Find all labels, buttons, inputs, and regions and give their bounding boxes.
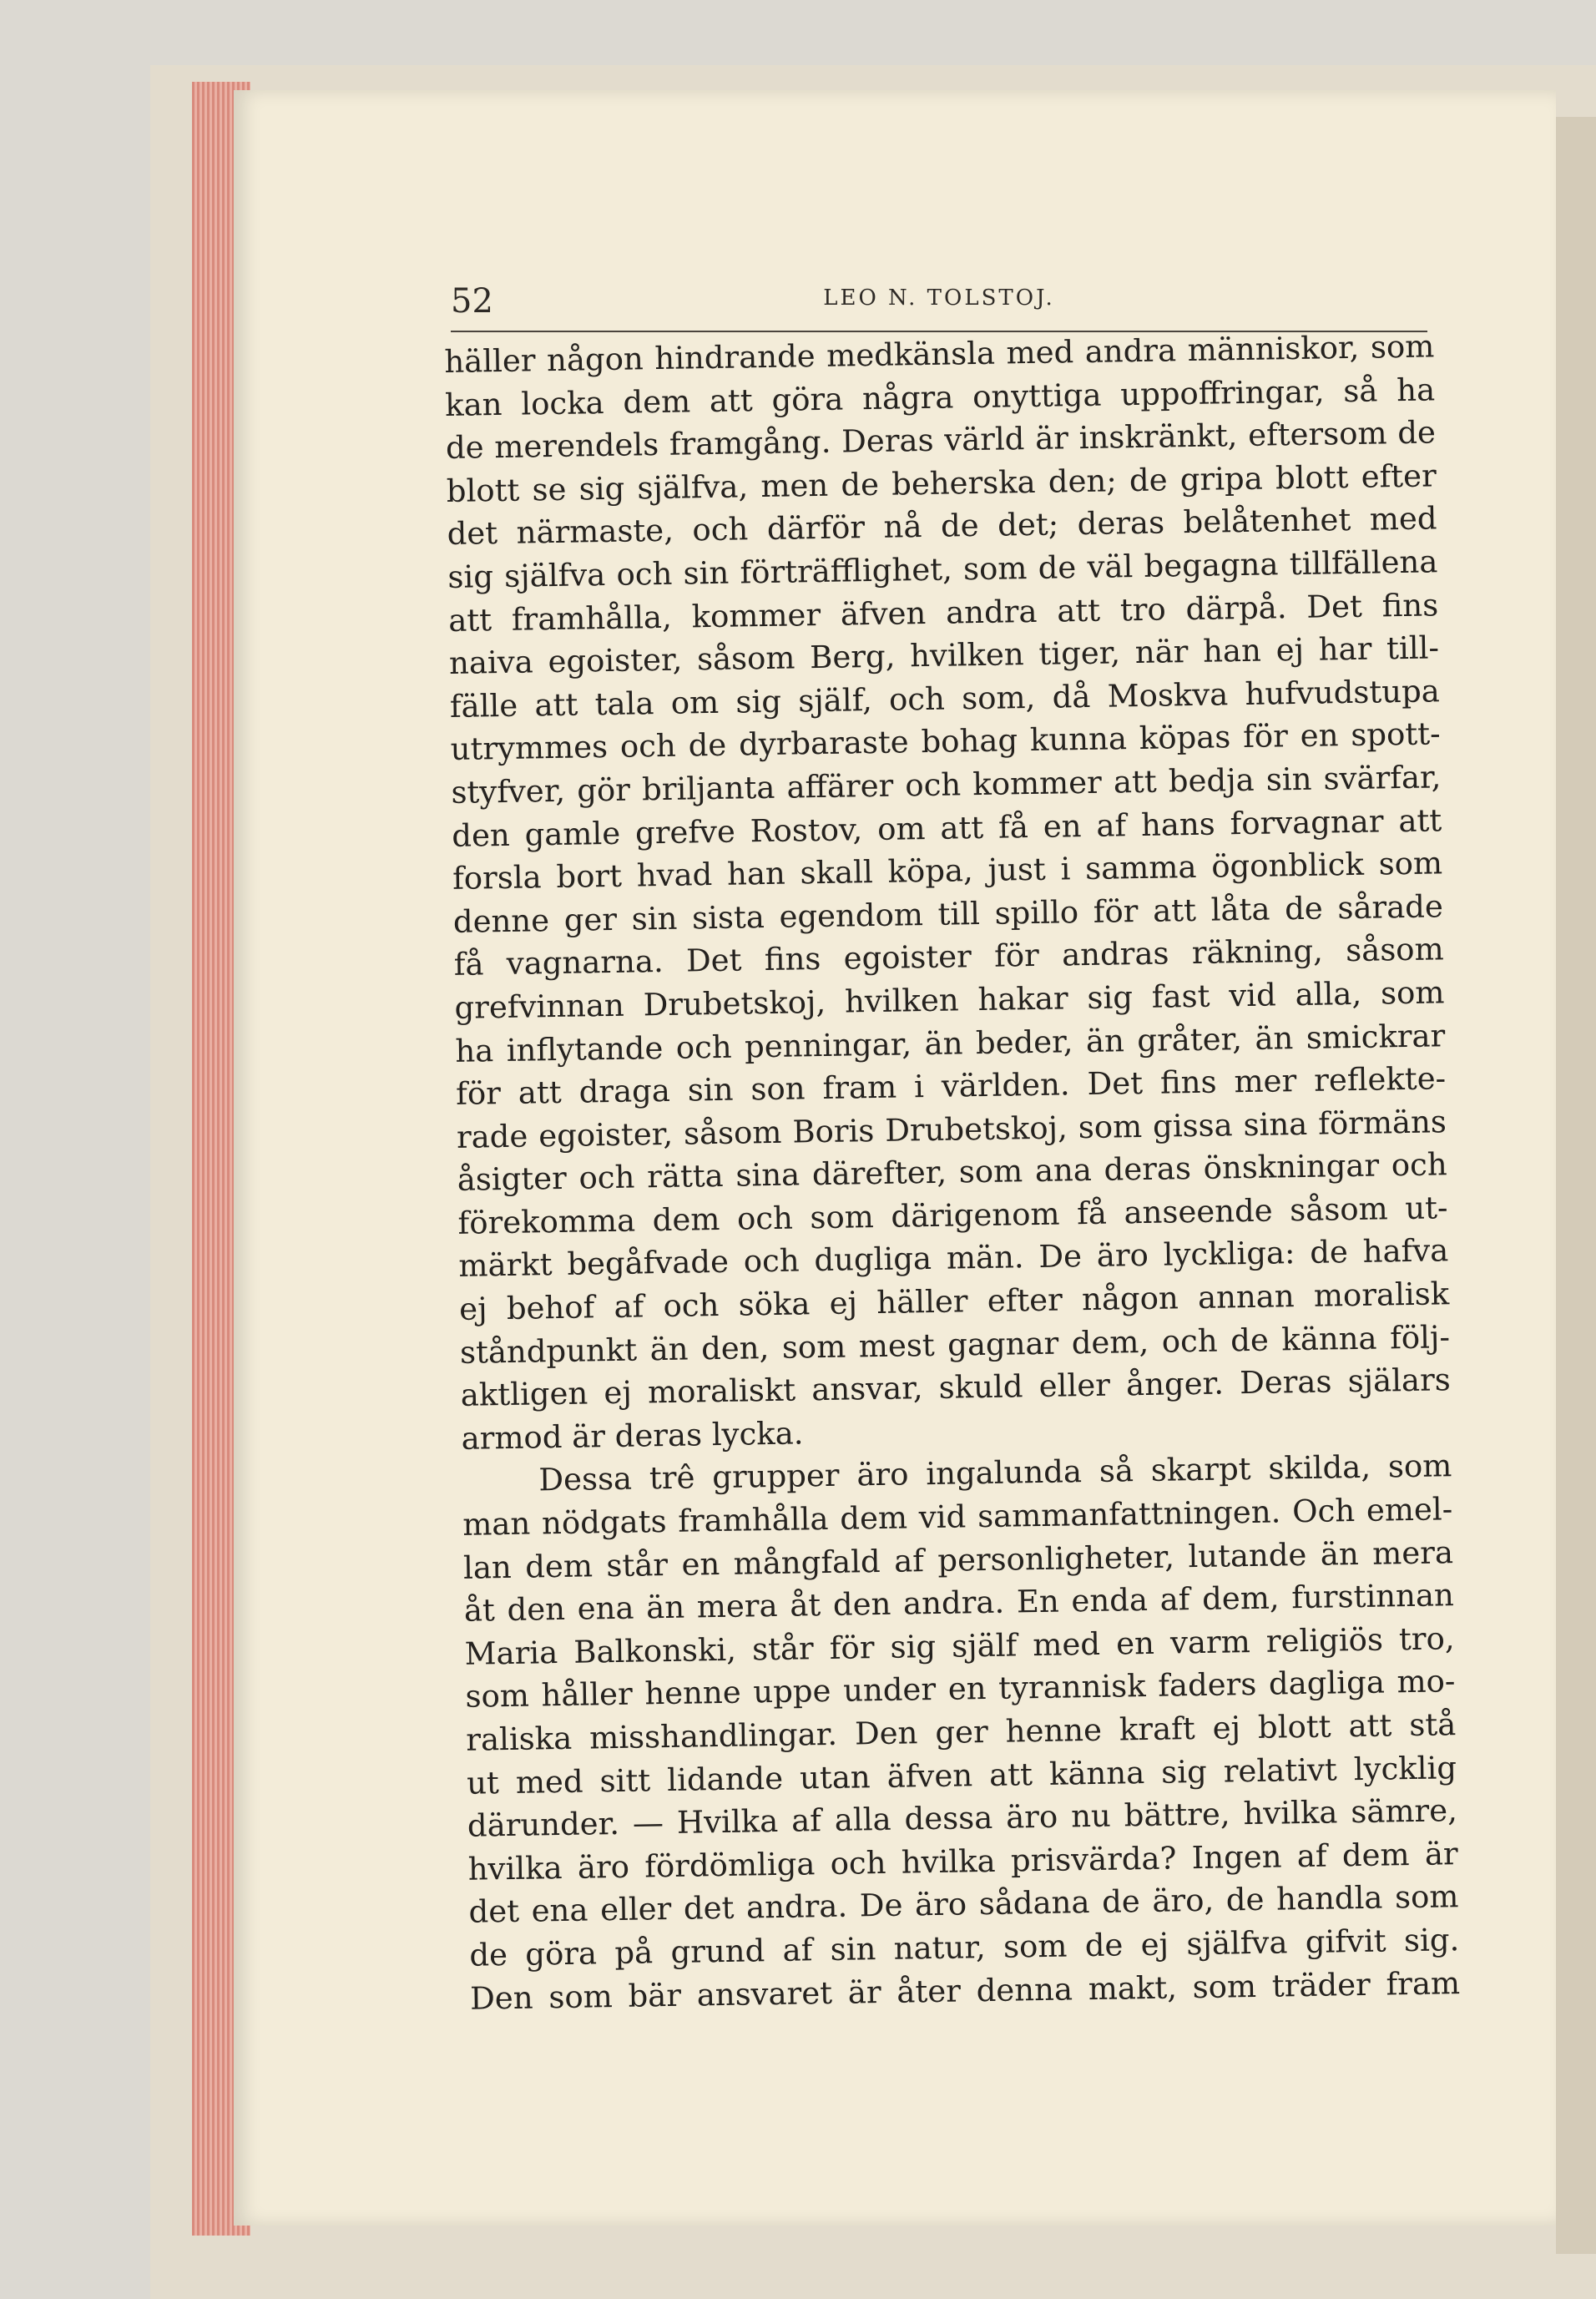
body-text [444,325,1460,2020]
text-line: att framhålla, kommer äfven andra att tro därpå. Det fins [447,586,1439,639]
text-line: Maria Balkonski, står för sig själf med en varm religiös tro, [464,1619,1455,1672]
text-line: naiva egoister, såsom Berg, hvilken tiger, när han ej har till- [448,629,1440,682]
text-line: det närmaste, och därför nå de det; deras belåtenhet med [447,500,1437,553]
text-line: Dessa trê grupper äro ingalunda så skarpt skilda, som [538,1448,1452,1498]
text-line: de merendels framgång. Deras värld är inskränkt, eftersom de [445,414,1437,467]
running-head: LEO N. TOLSTOJ. [823,285,1055,311]
text-line: armod är deras lycka. [461,1415,804,1457]
text-line: för att draga sin son fram i världen. Det fins mer reflekte- [455,1060,1447,1112]
text-line: rade egoister, såsom Boris Drubetskoj, som gissa sina förmäns [456,1103,1447,1155]
text-line: hvilka äro fördömliga och hvilka prisvärda? Ingen af dem är [467,1835,1458,1887]
text-line: lan dem står en mångfald af personligheter, lutande än mera [462,1534,1454,1586]
text-line: ha inflytande och penningar, än beder, än gråter, än smickrar [455,1017,1446,1069]
text-line: som håller henne uppe under en tyrannisk faders dagliga mo- [465,1663,1456,1715]
text-line: forsla bort hvad han skall köpa, just i samma ögonblick som [452,845,1443,897]
text-line: den gamle grefve Rostov, om att få en af hans forvagnar att [451,801,1442,854]
text-line: styfver, gör briljanta affärer och kommer att bedja sin svärfar, [451,759,1442,811]
text-line: utrymmes och de dyrbaraste bohag kunna köpas för en spott- [450,715,1441,768]
text-line: ståndpunkt än den, som mest gagnar dem, och de känna följ- [459,1318,1451,1371]
page-header [451,280,1427,332]
text-line: åsigter och rätta sina därefter, som ana deras önskningar och [457,1146,1447,1199]
text-line: därunder. — Hvilka af alla dessa äro nu bättre, hvilka sämre, [467,1792,1458,1844]
text-line: aktligen ej moraliskt ansvar, skuld eller ånger. Deras själars [460,1362,1452,1414]
text-line: det ena eller det andra. De äro sådana de äro, de handla som [468,1878,1459,1931]
text-line: förekomma dem och som därigenom få anseende såsom ut- [457,1190,1448,1241]
facing-page-edge [1556,117,1596,2254]
text-line: de göra på grund af sin natur, som de ej själfva gifvit sig. [469,1922,1460,1973]
page-number: 52 [451,282,493,321]
text-line: fälle att tala om sig själf, och som, då Moskva hufvudstupa [449,673,1441,725]
text-line: häller någon hindrande medkänsla med andra människor, som [444,328,1435,380]
text-line: denne ger sin sista egendom till spillo för att låta de sårade [452,888,1444,940]
text-line: få vagnarna. Det fins egoister för andras räkning, såsom [453,931,1444,983]
text-line: Den som bär ansvaret är åter denna makt, som träder fram [469,1964,1461,2017]
text-line: raliska misshandlingar. Den ger henne kraft ej blott att stå [465,1706,1457,1758]
text-line: åt den ena än mera åt den andra. En enda af dem, furstinnan [463,1577,1455,1630]
text-line: kan locka dem att göra några onyttiga uppoffringar, så ha [444,371,1436,423]
text-line: ej behof af och söka ej häller efter någon annan moralisk [458,1276,1450,1327]
text-line: blott se sig själfva, men de beherska den; de gripa blott efter [446,457,1437,509]
text-line: sig själfva och sin förträfflighet, som de väl begagna tillfällena [447,543,1438,595]
text-line: man nödgats framhålla dem vid sammanfattningen. Och emel- [462,1491,1453,1543]
text-line: märkt begåfvade och dugliga män. De äro lyckliga: de hafva [458,1232,1449,1285]
text-line: ut med sitt lidande utan äfven att känna sig relativt lycklig [466,1749,1457,1801]
text-line: grefvinnan Drubetskoj, hvilken hakar sig fast vid alla, som [454,974,1445,1026]
